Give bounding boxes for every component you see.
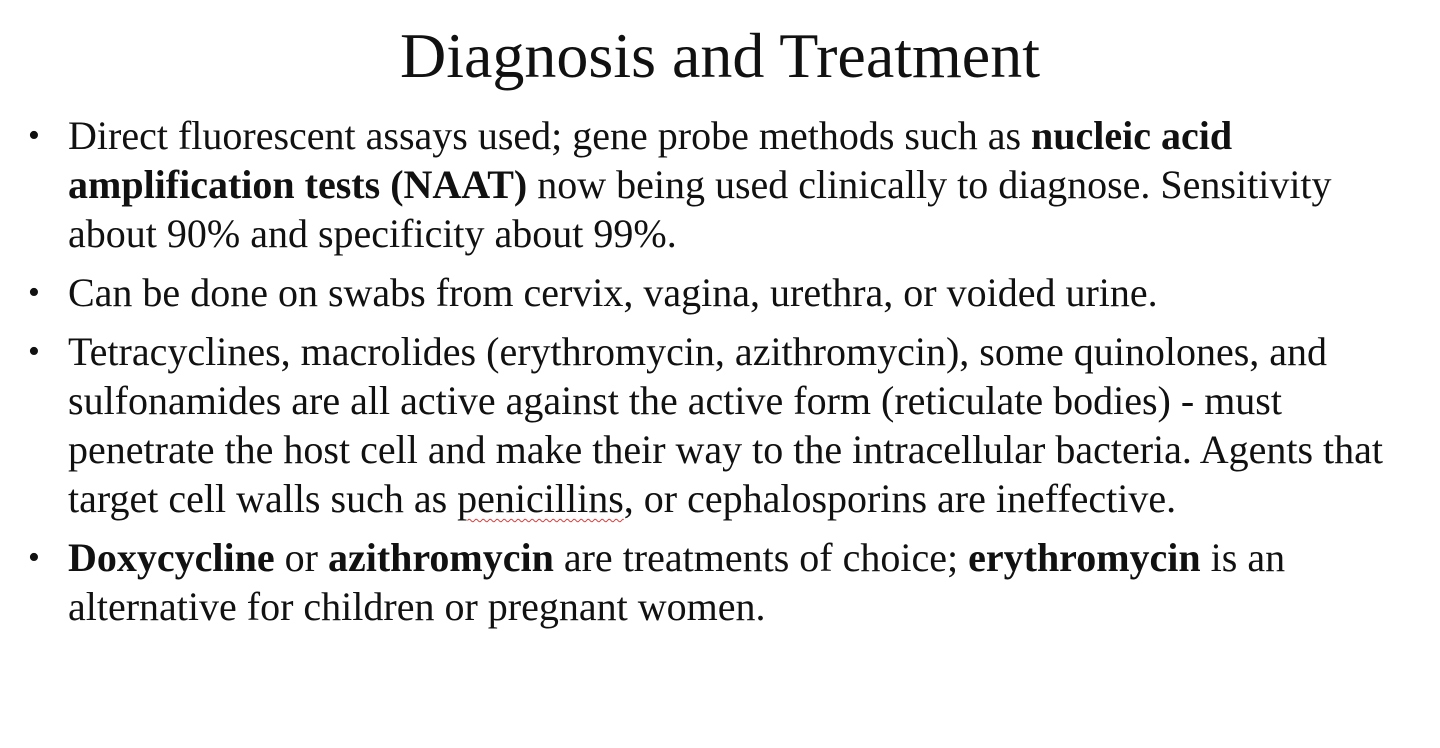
bold-term: nucleic acid amplification tests (NAAT) (68, 113, 1233, 207)
bullet-list (22, 111, 1422, 641)
bullet-text: are treatments of choice; (553, 535, 969, 580)
bullet-icon: • (28, 333, 40, 370)
bullet-text: Can be done on swabs from cervix, vagina, urethra, or voided urine. (68, 270, 1158, 315)
bullet-item-sample-sources (22, 268, 1422, 317)
bullet-item-active-antibiotics (22, 327, 1422, 523)
bullet-icon: • (28, 539, 40, 576)
bold-term: azithromycin (327, 535, 554, 580)
bullet-item-treatment-choice (22, 533, 1422, 631)
bullet-icon: • (28, 274, 40, 311)
bullet-text: or (274, 535, 328, 580)
bullet-icon: • (28, 117, 40, 154)
bold-term: Doxycycline (68, 535, 275, 580)
slide-title: Diagnosis and Treatment (400, 20, 1040, 91)
bullet-item-diagnosis-methods (22, 111, 1422, 258)
bold-term: erythromycin (968, 535, 1201, 580)
bullet-text: Tetracyclines, macrolides (erythromycin, azithromycin), some quinolones, and sulfonamides are all active against the active form (reticulate bodies) - must penetrate the host cell and make their way to the intracellular bacteria. Agents that target cell walls such as (68, 329, 1384, 521)
bullet-text: Direct fluorescent assays used; gene probe methods such as (68, 113, 1032, 158)
bullet-text: is an alternative for children or pregnant women. (68, 535, 1286, 629)
bullet-text: now being used clinically to diagnose. Sensitivity about 90% and specificity about 99%. (68, 162, 1332, 256)
bullet-text: , or cephalosporins are ineffective. (623, 476, 1177, 521)
spellcheck-underlined-word: penicillins (457, 476, 624, 521)
